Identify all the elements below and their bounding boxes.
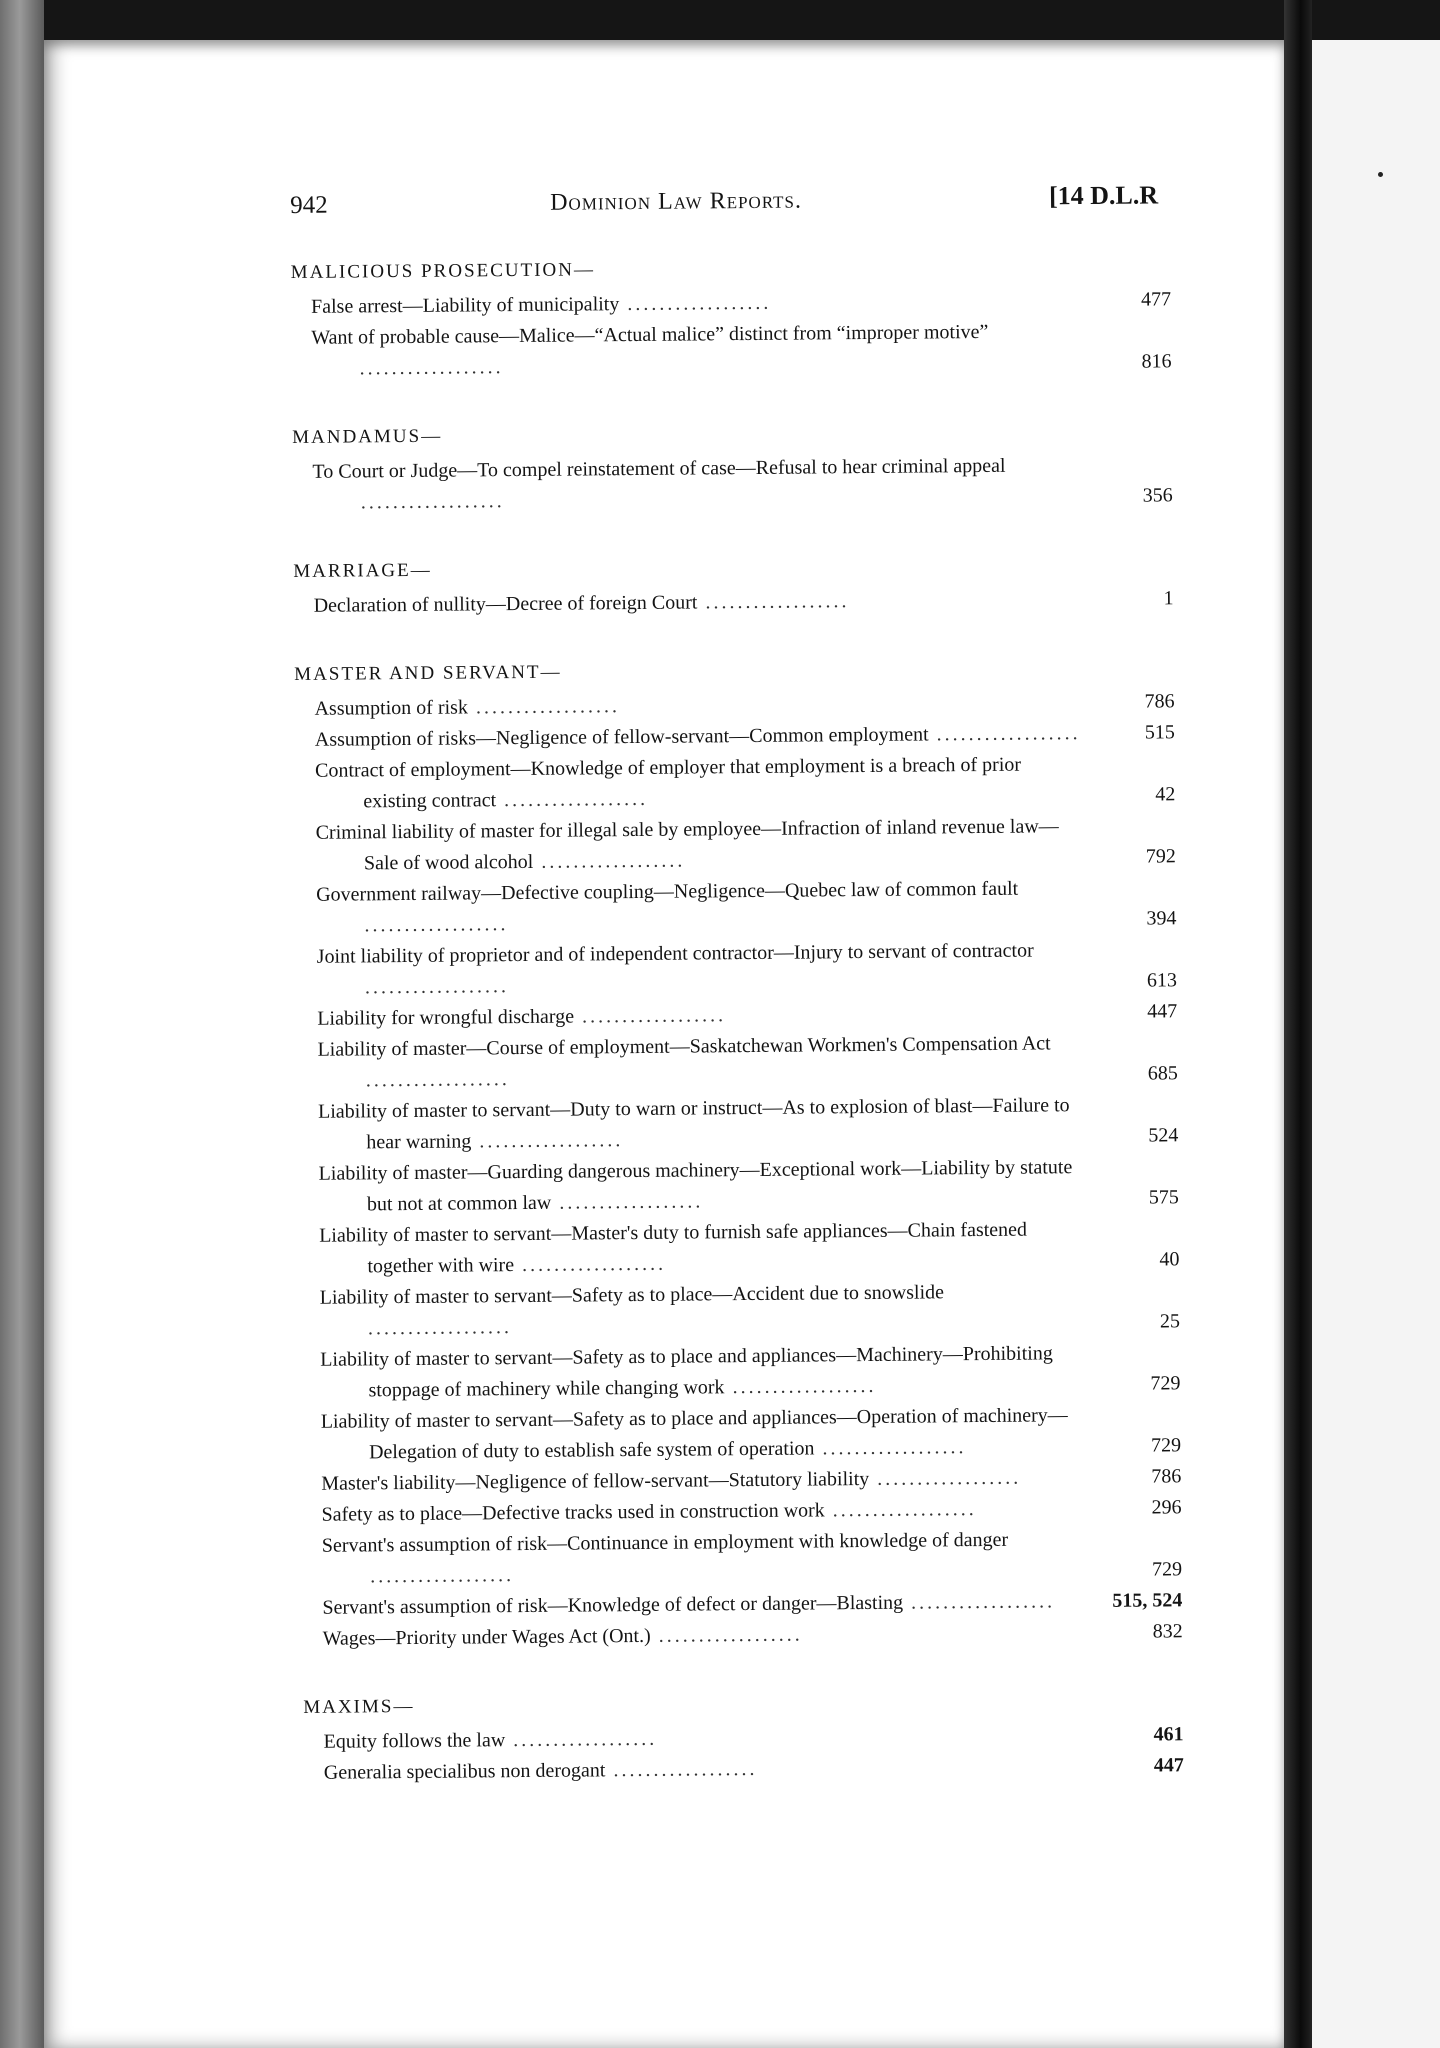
index-section xyxy=(293,549,1174,622)
volume-reference: [14 D.L.R xyxy=(1048,180,1159,211)
entry-text: Liability of master to servant—Safety as to place and appliances—Operation of machinery—Delegation of duty to establish safe system of operation .................. xyxy=(320,1404,1068,1464)
dot-leader: .................. xyxy=(869,1466,1022,1490)
dot-leader: .................. xyxy=(359,356,504,380)
dot-leader: .................. xyxy=(697,590,850,614)
dot-leader: .................. xyxy=(814,1436,967,1460)
dot-leader: .................. xyxy=(824,1498,977,1522)
entry-page-number: 729 xyxy=(1152,1558,1183,1581)
entry-page-number: 394 xyxy=(1146,907,1177,930)
entry-page-number: 729 xyxy=(1150,1372,1181,1395)
dot-leader: .................. xyxy=(496,787,649,812)
index-entry xyxy=(301,1399,1182,1469)
dot-leader: .................. xyxy=(650,1623,803,1647)
entry-text: Servant's assumption of risk—Continuance in employment with knowledge of danger .................. xyxy=(321,1528,1009,1588)
dot-leader: .................. xyxy=(513,1252,667,1277)
page-number: 942 xyxy=(290,191,328,219)
section-heading: MANDAMUS— xyxy=(292,425,443,448)
journal-title: Dominion Law Reports. xyxy=(550,187,803,216)
index-entry xyxy=(296,872,1177,942)
entry-text: Liability of master—Guarding dangerous machinery—Exceptional work—Liability by statute but not at common law .................. xyxy=(318,1156,1073,1216)
entry-text: Assumption of risk .................. xyxy=(314,695,620,720)
section-heading: MALICIOUS PROSECUTION— xyxy=(290,259,596,283)
dot-leader: .................. xyxy=(367,1316,513,1340)
dot-leader: .................. xyxy=(364,913,509,937)
entry-page-number: 816 xyxy=(1141,350,1172,373)
entry-page-number: 685 xyxy=(1147,1062,1178,1085)
entry-text: Master's liability—Negligence of fellow-servant—Statutory liability .................. xyxy=(321,1466,1022,1495)
entry-text: Generalia specialibus non derogant .................. xyxy=(323,1757,758,1784)
index-section xyxy=(303,1685,1184,1789)
index-entry xyxy=(300,1337,1181,1407)
entry-page-number: 786 xyxy=(1151,1465,1182,1488)
dot-leader: .................. xyxy=(505,1727,658,1752)
entry-text: Equity follows the law .................. xyxy=(323,1727,658,1753)
entry-page-number: 356 xyxy=(1142,484,1173,507)
dot-leader: .................. xyxy=(573,1004,727,1028)
index-entry xyxy=(297,1027,1178,1097)
dust-speck xyxy=(1378,172,1383,177)
index-entry xyxy=(292,449,1173,519)
entry-page-number: 40 xyxy=(1159,1248,1180,1271)
dot-leader: .................. xyxy=(619,291,772,316)
index-entry xyxy=(303,1616,1183,1655)
entry-text: Liability of master to servant—Safety as to place—Accident due to snowslide .................. xyxy=(319,1281,945,1340)
dot-leader: .................. xyxy=(928,722,1081,746)
facing-page-edge xyxy=(1312,40,1440,2048)
section-heading: MASTER AND SERVANT— xyxy=(294,661,562,685)
entry-text: To Court or Judge—To compel reinstatement of case—Refusal to hear criminal appeal .................. xyxy=(312,454,1006,514)
index-entry xyxy=(297,934,1178,1004)
entry-text: Liability of master to servant—Safety as to place and appliances—Machinery—Prohibiting stoppage of machinery while changing work .................. xyxy=(320,1342,1053,1402)
dot-leader: .................. xyxy=(902,1590,1056,1614)
section-heading: MAXIMS— xyxy=(303,1695,415,1718)
entry-text: Declaration of nullity—Decree of foreign Court .................. xyxy=(313,590,850,617)
entry-page-number: 461 xyxy=(1153,1723,1184,1746)
entry-text: False arrest—Liability of municipality .................. xyxy=(310,291,772,318)
dot-leader: .................. xyxy=(360,490,505,514)
dot-leader: .................. xyxy=(471,1129,624,1153)
entry-page-number: 447 xyxy=(1153,1754,1184,1777)
entry-text: Safety as to place—Defective tracks used in construction work .................. xyxy=(321,1498,977,1526)
index-entry xyxy=(294,583,1174,622)
entry-page-number: 1 xyxy=(1163,587,1174,610)
index-section xyxy=(292,415,1173,519)
index-content xyxy=(290,178,1184,1827)
entry-text: Government railway—Defective coupling—Negligence—Quebec law of common fault .................. xyxy=(316,877,1019,937)
section-heading: MARRIAGE— xyxy=(293,559,432,582)
entry-text: Servant's assumption of risk—Knowledge of defect or danger—Blasting .................. xyxy=(322,1590,1056,1619)
entry-page-number: 42 xyxy=(1155,783,1176,806)
entry-text: Liability of master—Course of employment—Saskatchewan Workmen's Compensation Act .................. xyxy=(317,1032,1051,1092)
entry-page-number: 296 xyxy=(1151,1496,1182,1519)
running-head xyxy=(290,178,1170,236)
entry-page-number: 524 xyxy=(1148,1124,1179,1147)
index-entry xyxy=(296,810,1177,880)
entry-page-number: 447 xyxy=(1147,1000,1178,1023)
index-entry xyxy=(300,1275,1181,1345)
entry-page-number: 792 xyxy=(1145,845,1176,868)
entry-text: Joint liability of proprietor and of independent contractor—Injury to servant of contractor .................. xyxy=(316,939,1034,999)
index-section xyxy=(291,250,1172,385)
entry-page-number: 613 xyxy=(1146,969,1178,992)
entry-page-number: 477 xyxy=(1140,288,1172,311)
dot-leader: .................. xyxy=(467,695,620,719)
entry-page-number: 25 xyxy=(1159,1310,1181,1333)
dot-leader: .................. xyxy=(724,1374,877,1399)
entry-page-number: 832 xyxy=(1152,1620,1183,1643)
entry-page-number: 515, 524 xyxy=(1112,1589,1183,1612)
dot-leader: .................. xyxy=(533,849,686,873)
entry-text: Liability for wrongful discharge .................. xyxy=(317,1004,727,1030)
book-binding-edge xyxy=(0,0,44,2048)
entry-page-number: 575 xyxy=(1148,1186,1179,1209)
entry-text: Liability of master to servant—Master's duty to furnish safe appliances—Chain fastened together with wire .................. xyxy=(319,1218,1028,1278)
entry-text: Contract of employment—Knowledge of employer that employment is a breach of prior existing contract .................. xyxy=(315,753,1022,813)
index-entry xyxy=(298,1089,1179,1159)
entry-text: Assumption of risks—Negligence of fellow-servant—Common employment .................. xyxy=(314,722,1081,751)
entry-text: Liability of master to servant—Duty to warn or instruct—As to explosion of blast—Failure to hear warning .................. xyxy=(317,1094,1070,1154)
book-gutter xyxy=(1284,0,1312,2048)
entry-page-number: 515 xyxy=(1144,721,1175,744)
entry-page-number: 729 xyxy=(1150,1434,1182,1457)
index-section xyxy=(294,652,1183,1655)
entry-text: Want of probable cause—Malice—“Actual malice” distinct from “improper motive” .................. xyxy=(311,320,989,380)
entry-text: Wages—Priority under Wages Act (Ont.) .................. xyxy=(322,1623,803,1650)
index-entry xyxy=(299,1213,1180,1283)
dot-leader: .................. xyxy=(551,1190,704,1214)
dot-leader: .................. xyxy=(605,1757,758,1782)
index-entry xyxy=(304,1750,1184,1789)
dot-leader: .................. xyxy=(365,1068,510,1092)
entry-page-number: 786 xyxy=(1144,690,1175,713)
dot-leader: .................. xyxy=(370,1564,515,1588)
dot-leader: .................. xyxy=(364,975,510,999)
index-entry xyxy=(291,315,1172,385)
index-entry xyxy=(302,1523,1183,1593)
index-entry xyxy=(295,748,1176,818)
index-sections xyxy=(291,250,1184,1789)
entry-text: Criminal liability of master for illegal sale by employee—Infraction of inland revenue law—Sale of wood alcohol .................. xyxy=(315,815,1059,875)
index-entry xyxy=(298,1151,1179,1221)
